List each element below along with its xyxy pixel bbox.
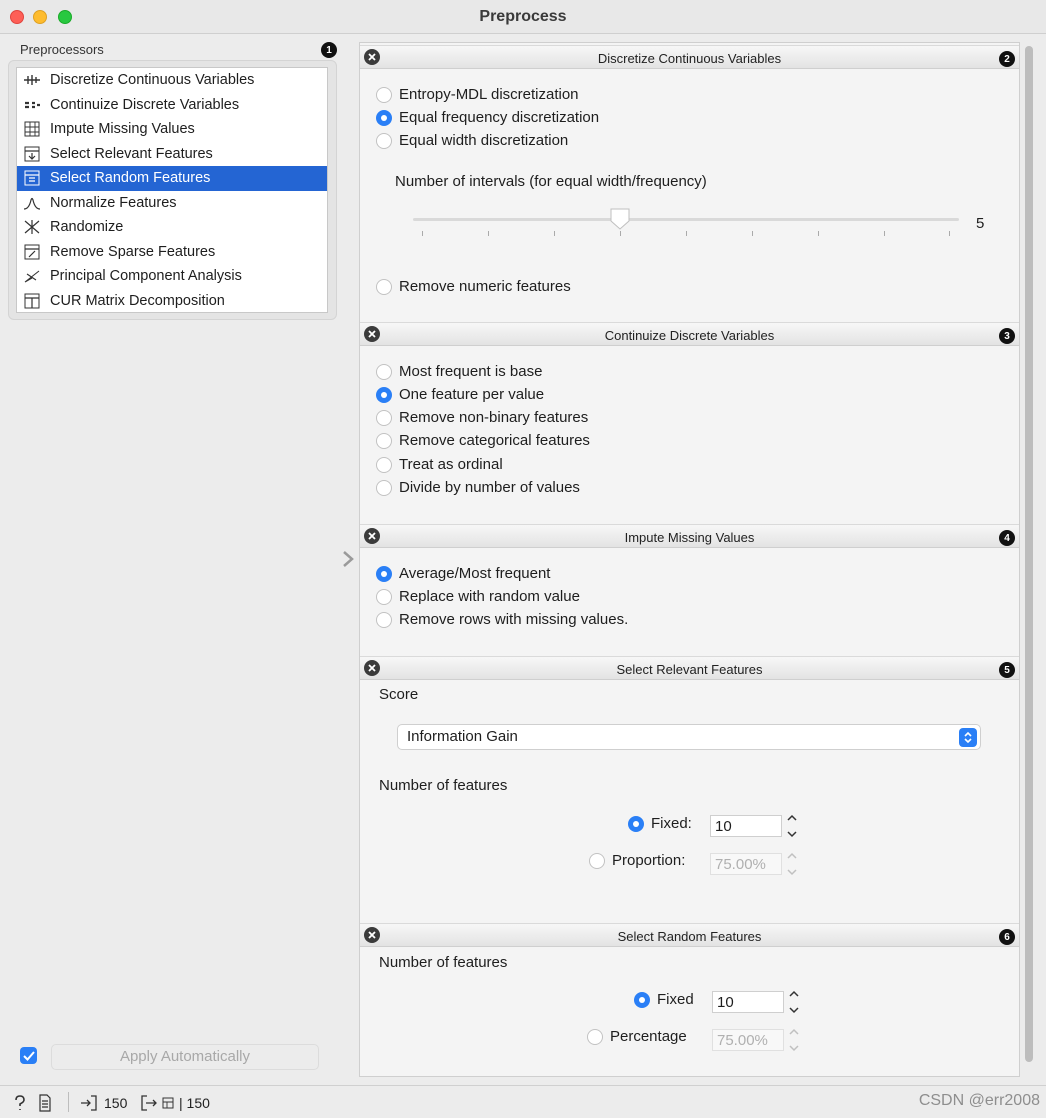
radio-equal-frequency[interactable]: Equal frequency discretization xyxy=(376,109,599,126)
section-header-select-relevant xyxy=(360,656,1019,680)
badge-5: 5 xyxy=(999,662,1015,678)
badge-1: 1 xyxy=(321,42,337,58)
normalize-icon xyxy=(23,195,41,211)
radio-remove-categorical[interactable]: Remove categorical features xyxy=(376,432,590,449)
radio-fixed[interactable]: Fixed: xyxy=(628,815,692,832)
input-icon xyxy=(80,1094,98,1112)
section-title: Select Relevant Features xyxy=(616,662,763,677)
radio-proportion[interactable]: Proportion: xyxy=(589,852,685,869)
section-title: Discretize Continuous Variables xyxy=(597,51,782,66)
list-item-label: CUR Matrix Decomposition xyxy=(50,292,225,309)
radio-one-feature-per-value[interactable]: One feature per value xyxy=(376,386,544,403)
list-item-label: Remove Sparse Features xyxy=(50,243,216,260)
status-bar xyxy=(0,1085,1046,1118)
score-select[interactable]: Information Gain xyxy=(397,724,981,750)
preprocessors-label: Preprocessors xyxy=(20,42,104,57)
list-item-pca[interactable] xyxy=(17,264,327,289)
fixed-spinbox[interactable]: 10 xyxy=(710,815,782,837)
list-item-label: Normalize Features xyxy=(50,194,177,211)
report-icon[interactable] xyxy=(38,1094,52,1112)
list-item-label: Select Relevant Features xyxy=(50,145,213,162)
list-item-select-relevant[interactable] xyxy=(17,142,327,167)
cur-icon xyxy=(23,293,41,309)
section-title: Continuize Discrete Variables xyxy=(604,328,775,343)
impute-icon xyxy=(23,121,41,137)
list-item-label: Randomize xyxy=(50,219,124,236)
radio-remove-rows-missing[interactable]: Remove rows with missing values. xyxy=(376,611,628,628)
radio-divide-by-values[interactable]: Divide by number of values xyxy=(376,479,580,496)
updown-icon xyxy=(959,728,977,747)
section-title: Select Random Features xyxy=(617,929,762,944)
randomize-icon xyxy=(23,219,41,235)
badge-3: 3 xyxy=(999,328,1015,344)
list-item-label: Discretize Continuous Variables xyxy=(50,72,255,89)
number-of-features-label: Number of features xyxy=(379,777,508,794)
list-item-select-random[interactable] xyxy=(17,166,327,191)
select-random-icon xyxy=(23,170,41,186)
apply-automatically-checkbox[interactable] xyxy=(20,1047,37,1064)
score-label: Score xyxy=(379,686,419,703)
pca-icon xyxy=(23,268,41,284)
fixed-stepper[interactable] xyxy=(784,814,800,838)
radio-percentage[interactable]: Percentage xyxy=(587,1028,687,1045)
window-title: Preprocess xyxy=(479,8,567,25)
intervals-slider[interactable] xyxy=(413,218,959,221)
badge-4: 4 xyxy=(999,530,1015,546)
preprocessor-settings-area xyxy=(359,42,1020,1077)
badge-6: 6 xyxy=(999,929,1015,945)
section-header-select-random xyxy=(360,923,1019,947)
section-header-impute xyxy=(360,524,1019,548)
radio-replace-random[interactable]: Replace with random value xyxy=(376,588,580,605)
list-item-normalize[interactable] xyxy=(17,191,327,216)
badge-2: 2 xyxy=(999,51,1015,67)
section-title: Impute Missing Values xyxy=(624,530,755,545)
radio-treat-as-ordinal[interactable]: Treat as ordinal xyxy=(376,456,503,473)
list-item-label: Continuize Discrete Variables xyxy=(50,96,240,113)
proportion-spinbox[interactable]: 75.00% xyxy=(710,853,782,875)
chevron-right-icon xyxy=(341,549,355,573)
watermark: CSDN @err2008 xyxy=(918,1092,1040,1109)
radio-remove-non-binary[interactable]: Remove non-binary features xyxy=(376,409,588,426)
random-number-of-features-label: Number of features xyxy=(379,954,508,971)
help-icon[interactable] xyxy=(12,1094,28,1112)
radio-equal-width[interactable]: Equal width discretization xyxy=(376,132,568,149)
continuize-icon xyxy=(23,97,41,113)
list-item-cur[interactable] xyxy=(17,289,327,314)
select-relevant-icon xyxy=(23,146,41,162)
random-fixed-spinbox[interactable]: 10 xyxy=(712,991,784,1013)
list-item-impute[interactable] xyxy=(17,117,327,142)
list-item-label: Impute Missing Values xyxy=(50,121,195,138)
title-bar xyxy=(0,0,1046,34)
checkmark-icon xyxy=(23,1051,35,1061)
list-item-label: Select Random Features xyxy=(50,170,211,187)
preprocessor-list xyxy=(16,67,328,313)
discretize-icon xyxy=(23,72,41,88)
radio-most-frequent-base[interactable]: Most frequent is base xyxy=(376,363,542,380)
radio-average-most-frequent[interactable]: Average/Most frequent xyxy=(376,565,550,582)
list-item-continuize[interactable] xyxy=(17,93,327,118)
scrollbar-thumb[interactable] xyxy=(1025,46,1033,1062)
radio-remove-numeric[interactable]: Remove numeric features xyxy=(376,278,571,295)
input-summary: 150 xyxy=(80,1094,127,1112)
intervals-label: Number of intervals (for equal width/frequency) xyxy=(395,173,707,190)
radio-entropy-mdl[interactable]: Entropy-MDL discretization xyxy=(376,86,579,103)
data-table-icon xyxy=(162,1097,174,1109)
random-fixed-stepper[interactable] xyxy=(786,990,802,1014)
section-header-discretize xyxy=(360,45,1019,69)
percentage-stepper[interactable] xyxy=(786,1028,802,1052)
vertical-scrollbar[interactable] xyxy=(1023,43,1035,1065)
intervals-value: 5 xyxy=(976,215,985,232)
apply-automatically-button[interactable]: Apply Automatically xyxy=(51,1044,319,1070)
output-summary: | 150 xyxy=(140,1094,210,1112)
percentage-spinbox[interactable]: 75.00% xyxy=(712,1029,784,1051)
radio-random-fixed[interactable]: Fixed xyxy=(634,991,694,1008)
list-item-randomize[interactable] xyxy=(17,215,327,240)
output-icon xyxy=(140,1094,158,1112)
proportion-stepper[interactable] xyxy=(784,852,800,876)
list-item-label: Principal Component Analysis xyxy=(50,268,242,285)
list-item-discretize[interactable] xyxy=(17,68,327,93)
remove-sparse-icon xyxy=(23,244,41,260)
intervals-slider-handle[interactable] xyxy=(610,208,630,228)
section-header-continuize xyxy=(360,322,1019,346)
list-item-remove-sparse[interactable] xyxy=(17,240,327,265)
